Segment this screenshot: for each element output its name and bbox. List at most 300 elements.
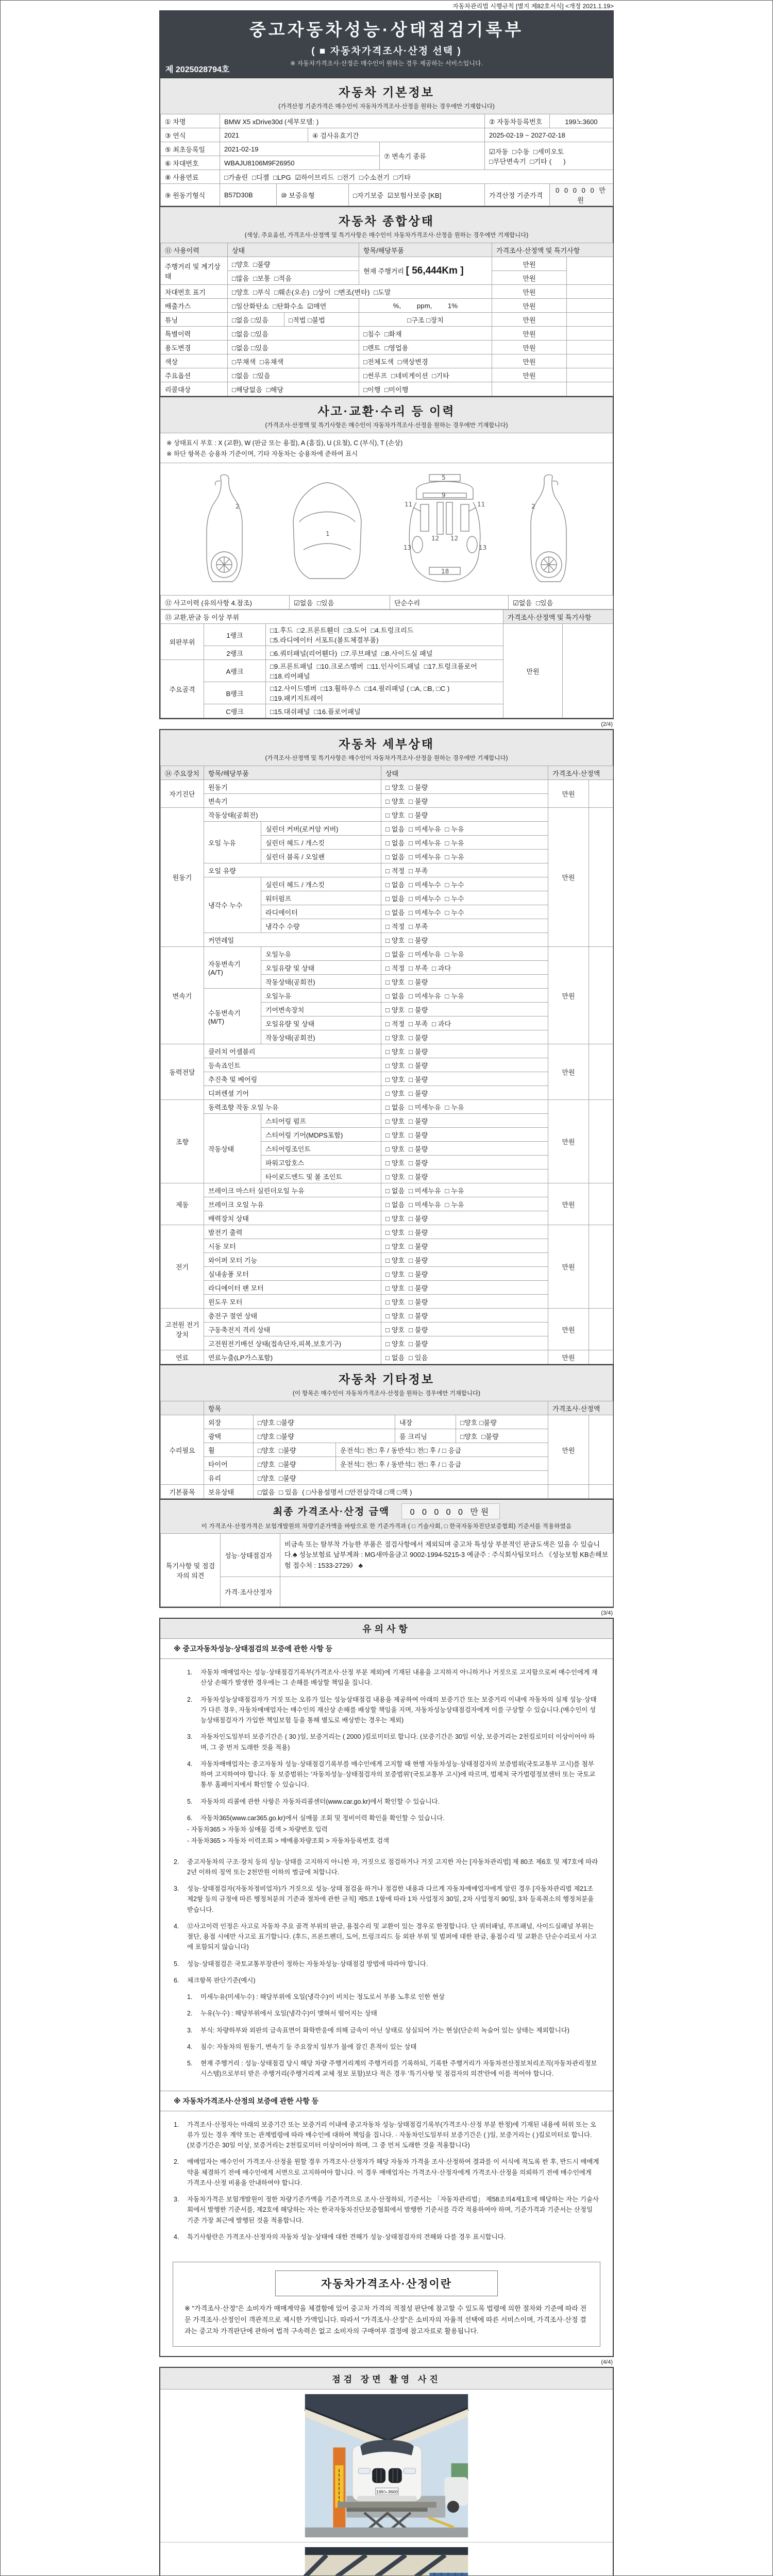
item-number: 2. — [174, 1858, 179, 1866]
empty-cell — [589, 947, 613, 1044]
status: □ 양호 □ 불량 — [381, 794, 548, 808]
empty-cell — [563, 624, 613, 718]
rankC-label: C랭크 — [204, 704, 266, 718]
empty-cell — [567, 313, 613, 327]
basic-info-header — [160, 78, 613, 114]
regno-value: 199노3600 — [550, 114, 613, 128]
empty-cell — [589, 1044, 613, 1100]
empty-cell — [548, 1485, 589, 1499]
item: 시동 모터 — [204, 1239, 381, 1253]
item-text: 누유(누수) : 해당부위에서 오일(냉각수)이 맺혀서 떨어지는 상태 — [200, 2010, 377, 2018]
inspection-period-value: 2025-02-19 ~ 2027-02-18 — [485, 128, 613, 142]
rankA-items — [266, 660, 503, 682]
basic-info-section — [159, 77, 614, 207]
item-text: 자동차365(www.car365.go.kr)에서 실매물 조회 및 정비이력 확인을 확인할 수 있습니다. — [200, 1814, 445, 1822]
group-label: 자기진단 — [161, 780, 204, 808]
accident-history-row — [160, 595, 613, 609]
status: □ 양호 □ 불량 — [381, 1295, 548, 1309]
inspection-photo-rear — [301, 2547, 472, 2576]
seat-detail: 운전석□ 전□ 후 / 동반석□ 전□ 후 / □ 응급 — [336, 1457, 548, 1471]
item-number: 5. — [187, 2060, 193, 2067]
rank1-items-line1: □1.후드 □2.프론트휀더 □3.도어 □4.트렁크리드 — [270, 626, 414, 634]
price-survey-option: ( ■ 자동차가격조사·산정 선택 ) — [311, 46, 462, 57]
item: 오일누유 — [261, 989, 381, 1003]
section-subtitle: (이 항목은 매수인이 자동차가격조사·산정을 원하는 경우에만 기재합니다) — [293, 1391, 480, 1397]
section-subtitle: (가격조사·산정액 및 특기사항은 매수인이 자동차가격조사·산정을 원하는 경우에만 기재합니다) — [265, 755, 508, 761]
item-text: 자동차성능상태점검자가 거짓 또는 오류가 있는 성능상태점검 내용을 제공하여 아래의 보증기간 또는 보증거리 이내에 자동차의 실제 성능·상태가 다른 경우, 자동차매매업자는 매수인의 재산상 손해를 배상할 책임을 지며, 자동차성능상태점검자에게 이를 구상할 수 있습니다.(매수인이 성능상태점검자가 가입한 책임보험 등을 통해 별도로 배상받는 경우는 제외) — [200, 1696, 597, 1724]
state-code-note-1: ※ 상태표시 부호 : X (교환), W (판금 또는 용접), A (흠집), U (요철), C (부식), T (손상) — [166, 439, 403, 447]
item-text: 중고자동차의 구조·장치 등의 성능·상태를 고지하지 아니한 자, 거짓으로 점검하거나 거짓 고지한 자는 [자동차관리법] 제 80조 제6호 및 제7호에 따라 2년 이하의 징역 또는 2천만원 이하의 벌금에 처합니다. — [187, 1858, 598, 1876]
rank2-label: 2랭크 — [204, 646, 266, 660]
status: □ 양호 □ 불량 — [381, 1128, 548, 1142]
item-text: 자동차인도일부터 보증기간은 ( 30 )일, 보증거리는 ( 2000 )킬로미터로 합니다. (보증기간은 30일 이상, 보증거리는 2천킬로미터 이상이어야 하며, 그 중 먼저 도래한 것을 적용) — [200, 1733, 595, 1751]
col-usage-history: ⑪ 사용이력 — [161, 243, 228, 257]
status: □ 양호 □ 불량 — [381, 1281, 548, 1295]
item-text: 자동차매매업자는 중고자동차 성능·상태점검기록부를 매수인에게 고지할 때 현행 자동차성능·상태점검자의 보증범위(국토교통부 고시)를 첨부하여 고지하여야 합니다. 동 보증범위는 '자동차성능·상태점검자의 보증범위'(국토교통부 고시)에 따르며, 법제처 국가법령정보센터 또는 국토교통부 홈페이지에서 확인할 수 있습니다. — [200, 1760, 596, 1789]
sub-label: 수동변속기 (M/T) — [204, 989, 261, 1044]
panel-number: 2 — [531, 502, 535, 510]
section-title: 자동차 기본정보 — [339, 86, 434, 99]
document-title: 중고자동차성능·상태점검기록부 — [249, 20, 524, 39]
status: □양호 □불량 — [254, 1429, 395, 1443]
warranty-label: ⑩ 보증유형 — [277, 184, 349, 206]
item-number: 1. — [187, 1993, 193, 2001]
notice-title: 유의사항 — [362, 1624, 411, 1634]
rankB-label: B랭크 — [204, 682, 266, 704]
section-subtitle: (가격조사·산정액 및 특기사항은 매수인이 자동차가격조사·산정을 원하는 경우에만 기재합니다) — [265, 422, 508, 429]
empty-cell — [567, 382, 613, 396]
item-text: 부식: 차량하부와 외판의 금속표면이 화학반응에 의해 금속이 아닌 상태로 상실되어 가는 현상(단순히 녹슬어 있는 상태는 제외합니다) — [200, 2026, 569, 2034]
item-number: 5. — [187, 1798, 193, 1805]
item: 실린더 헤드 / 개스킷 — [261, 836, 381, 850]
price-unit: 만원 — [492, 257, 567, 271]
notice-sec3-title: ※ 자동차가격조사·산정의 보증에 관한 사항 등 — [160, 2091, 613, 2111]
car-name-label: ① 차명 — [161, 114, 220, 128]
empty-cell — [567, 354, 613, 368]
group-label: 제동 — [161, 1183, 204, 1225]
item-number: 4. — [187, 1760, 193, 1768]
item: 실린더 헤드 / 개스킷 — [261, 877, 381, 891]
usage-change-label: 용도변경 — [161, 341, 228, 354]
hold-status-label: 보유상태 — [204, 1485, 254, 1499]
year-value: 2021 — [220, 128, 308, 142]
rankA-label: A랭크 — [204, 660, 266, 682]
item-text: 성능·상태점검은 국토교통부장관이 정하는 자동차성능·상태점검 방법에 따라야 합니다. — [187, 1960, 428, 1968]
item: 오일유량 및 상태 — [261, 1016, 381, 1030]
section-title: 자동차 종합상태 — [339, 214, 434, 228]
empty-cell — [589, 1485, 613, 1499]
group-label: 조향 — [161, 1100, 204, 1183]
color-label: 색상 — [161, 354, 228, 368]
car-front-diagram — [284, 471, 371, 587]
accident-history-section — [159, 397, 614, 719]
status: □ 양호 □ 불량 — [381, 933, 548, 947]
inspector-label: 성능·상태점검자 — [221, 1534, 280, 1577]
item-number: 2. — [187, 2010, 193, 2018]
status: □양호 □불량 — [254, 1471, 548, 1485]
basic-info-table — [160, 114, 613, 206]
price-unit: 만원 — [492, 285, 567, 299]
item: 워터펌프 — [261, 891, 381, 905]
transmission-options-1: ☑자동 □수동 □세미오토 — [489, 147, 564, 156]
color-status: □무채색 □유채색 — [228, 354, 359, 368]
vin-value: WBAJU8106M9F26950 — [220, 156, 380, 170]
year-label: ③ 연식 — [161, 128, 220, 142]
item: 디퍼렌셜 기어 — [204, 1086, 381, 1100]
engine-type-value: B57D30B — [220, 184, 277, 206]
status: □ 양호 □ 불량 — [381, 1072, 548, 1086]
engine-type-label: ⑨ 원동기형식 — [161, 184, 220, 206]
item-number: 3. — [187, 1733, 193, 1741]
status: □양호 □불량 — [254, 1415, 395, 1429]
simple-repair-value: ☑없음 □있음 — [509, 596, 613, 609]
status: □ 적정 □ 부족 — [381, 919, 548, 933]
item: 브레이크 마스터 실린더오일 누유 — [204, 1183, 381, 1197]
etc-info-section — [159, 1365, 614, 1608]
col-price: 가격조사·산정액 — [548, 1401, 613, 1415]
price-unit: 만원 — [492, 327, 567, 341]
empty-cell — [567, 299, 613, 313]
state-code-note-2: ※ 하단 항목은 승용차 기준이며, 기타 자동차는 승용차에 준하여 표시 — [166, 450, 358, 457]
final-price-note: 이 가격조사·산정가격은 보험개발원의 차량기준가액을 바탕으로 한 기준가격과 ( □ 기술사회, □ 한국자동차진단보증협회) 기준서를 적용하였음 — [201, 1523, 572, 1530]
item: 휠 — [204, 1443, 254, 1457]
price-survey-box-text: ※ "가격조사·산정"은 소비자가 매매계약을 체결함에 있어 중고차 가격의 적절성 판단에 참고할 수 있도록 법령에 의한 절차와 기준에 따라 전문 가격조사·산정인이 객관적으로 제시한 가액입니다. 따라서 "가격조사·산정"은 소비자의 자율적 선택에 따른 서비스이며, 가격조사·산정 결과는 중고차 가격판단에 관하여 법적 구속력은 없고 소비자의 구매여부 결정에 참고자료로 활용됩니다. — [184, 2304, 587, 2335]
first-reg-value: 2021-02-19 — [220, 142, 380, 156]
usage-change-status: □없음 □있음 — [228, 341, 359, 354]
special-history-item: □침수 □화재 — [359, 327, 492, 341]
item: 배력장치 상태 — [204, 1211, 381, 1225]
col-item: 항목/해당부품 — [204, 766, 381, 780]
parts-header-label: ⑬ 교환,판금 등 이상 부위 — [161, 610, 503, 624]
opinion-table — [160, 1533, 613, 1607]
page-marker: (3/4) — [601, 1610, 613, 1616]
item-text: 현재 주행거리 : 성능·상태점검 당시 해당 차량 주행거리계의 주행거리를 기록하되, 기록한 주행거리가 자동차전산정보처리조직(자동차관리정보시스템)으로부터 받은 주행거리(주행거리계 교체 정보 포함)보다 적은 경우 '특기사항 및 점검자의 의견'란에 이를 적어야 합니다. — [200, 2060, 597, 2078]
section-subtitle: (가격산정 기준가격은 매수인이 자동차가격조사·산정을 원하는 경우에만 기재합니다) — [278, 104, 495, 110]
rankB-items — [266, 682, 503, 704]
notice-sec1-body — [160, 1659, 613, 2091]
page-marker: (4/4) — [601, 2359, 613, 2366]
price-unit: 만원 — [548, 1309, 589, 1350]
empty-cell — [589, 1309, 613, 1350]
price-unit: 만원 — [548, 1183, 589, 1225]
status: □양호 □불량 — [456, 1429, 548, 1443]
item: 냉각수 수량 — [261, 919, 381, 933]
item: 작동상태(공회전) — [204, 808, 381, 822]
item-text: 체크항목 판단기준(예시) — [187, 1976, 256, 1984]
rankB-items-line1: □12.사이드멤버 □13.휠하우스 □14.필러패널 ( □A, □B, □C ) — [270, 685, 450, 692]
status: □ 없음 □ 있음 — [381, 1350, 548, 1364]
sub-label: 작동상태 — [204, 1114, 261, 1183]
vin-mark-label: 차대번호 표기 — [161, 285, 228, 299]
item: 내장 — [395, 1415, 456, 1429]
empty-cell — [567, 327, 613, 341]
panel-number: 13 — [479, 544, 487, 551]
rankA-items-line2: □18.리어패널 — [270, 672, 310, 680]
panel-number: 1 — [326, 530, 330, 537]
price-unit: 만원 — [548, 1415, 589, 1485]
state-code-notes — [160, 433, 613, 463]
price-unit: 만원 — [492, 299, 567, 313]
exterior-panel-label: 외판부위 — [161, 624, 204, 660]
item: 고전원전기배선 상태(접속단자,피복,보호기구) — [204, 1336, 381, 1350]
repair-need-label: 수리필요 — [161, 1415, 204, 1485]
item: 실린더 커버(로커암 커버) — [261, 822, 381, 836]
item: 와이퍼 모터 기능 — [204, 1253, 381, 1267]
etc-info-table — [160, 1401, 613, 1499]
status: □ 양호 □ 불량 — [381, 1336, 548, 1350]
col-item: 항목 — [204, 1401, 548, 1415]
warranty-options: □자기보증 ☑보험사보증 [KB] — [349, 184, 485, 206]
item: 스티어링 기어(MDPS포함) — [261, 1128, 381, 1142]
car-name-value: BMW X5 xDrive30d (세부모델: ) — [220, 114, 485, 128]
overall-condition-section — [159, 207, 614, 397]
usage-change-item: □렌트 □영업용 — [359, 341, 492, 354]
transmission-value — [485, 142, 613, 170]
regno-label: ② 자동차등록번호 — [485, 114, 550, 128]
item-number: 1. — [174, 2121, 179, 2128]
item-text: 성능·상태점검자(자동차정비업자)가 거짓으로 성능·상태 점검을 하거나 점검한 내용과 다르게 자동차매매업자에게 알린 경우 [자동차관리법 제21조 제2항 등의 규정에 따른 행정처분의 기준과 절차에 관한 규칙] 제5조 1항에 따라 1차 사업정지 30일, 2차 사업정지 90일, 3차 등록취소의 행정처분을 받습니다. — [187, 1885, 594, 1913]
empty-cell — [589, 1350, 613, 1364]
status: □ 양호 □ 불량 — [381, 1267, 548, 1281]
col-price: 가격조사·산정액 — [548, 766, 613, 780]
parts-price-unit: 만원 — [503, 624, 563, 718]
col-device: ⑭ 주요장치 — [161, 766, 204, 780]
item-text: 자동차의 리콜에 관한 사항은 자동차리콜센터(www.car.go.kr)에서 확인할 수 있습니다. — [200, 1798, 440, 1805]
current-mileage: [ 56,444Km ] — [406, 265, 464, 276]
empty-cell — [589, 780, 613, 808]
item: 원동기 — [204, 780, 381, 794]
tuning-status-2: □적법 □불법 — [284, 313, 359, 327]
form-reference-note: 자동차관리법 시행규칙 [별지 제82호서식] <개정 2021.1.19> — [452, 3, 614, 10]
tuning-item: □구조 □장치 — [359, 313, 492, 327]
status: □ 없음 □ 미세누유 □ 누유 — [381, 1100, 548, 1114]
item: 브레이크 오일 누유 — [204, 1197, 381, 1211]
item-text: 침수: 자동차의 원동기, 변속기 등 주요장치 일부가 물에 잠긴 흔적이 있는 상태 — [200, 2043, 417, 2050]
status: □ 양호 □ 불량 — [381, 808, 548, 822]
mileage-item — [359, 257, 492, 285]
inspection-photo-front — [301, 2394, 472, 2537]
rank2-items: □6.쿼터패널(리어휀다) □7.루브패널 □8.사이드실 패널 — [266, 646, 503, 660]
item-text: 자동차가격은 보험개발원이 정한 차량기준가액을 기준가격으로 조사·산정하되, 기준서는 「자동차관리법」 제58조의4제1호에 해당하는 자는 기술사회에서 발행한 기준서를, 제2호에 해당하는 자는 한국자동차진단보증협회에서 발행한 기준서를 각각 적용하여야 하며, 기준가격과 기준서는 산정일 기준 가장 최근에 발행된 것을 적용합니다. — [187, 2196, 599, 2224]
item-number: 6. — [187, 1814, 193, 1822]
main-frame-label: 주요골격 — [161, 660, 204, 718]
status: □ 적정 □ 부족 — [381, 863, 548, 877]
vin-mark-status: □양호 □부식 □훼손(오손) □상이 □변조(변타) □도말 — [228, 285, 492, 299]
item-text: 자동차 매매업자는 성능·상태점검기록부(가격조사·산정 부분 제외)에 기재된 내용을 고지하지 아니하거나 거짓으로 고지함으로써 매수인에게 재산상 손해가 발생한 경우에는 그 손해를 배상할 책임을 집니다. — [200, 1669, 598, 1687]
panel-number: 13 — [404, 544, 412, 551]
status: □ 양호 □ 불량 — [381, 1156, 548, 1170]
section-subtitle: (색상, 주요옵션, 가격조사·산정액 및 특기사항은 매수인이 자동차가격조사·산정을 원하는 경우에만 기재합니다) — [244, 232, 529, 239]
empty-cell — [567, 257, 613, 285]
simple-repair-label: 단순수리 — [390, 596, 509, 609]
group-label: 전기 — [161, 1225, 204, 1309]
document-number: 제 2025028794호 — [165, 65, 230, 74]
item: 라디에이터 팬 모터 — [204, 1281, 381, 1295]
status: □ 양호 □ 불량 — [381, 1030, 548, 1044]
special-history-status: □없음 □있음 — [228, 327, 359, 341]
panel-number: 11 — [477, 500, 485, 508]
status: □ 양호 □ 불량 — [381, 780, 548, 794]
empty-cell — [567, 285, 613, 299]
rankA-items-line1: □9.프론트패널 □10.크로스멤버 □11.인사이드패널 □17.트렁크플로어 — [270, 663, 478, 670]
group-label: 원동기 — [161, 808, 204, 947]
car-side-right-diagram — [519, 471, 580, 587]
empty-cell — [589, 808, 613, 947]
empty-cell — [589, 1183, 613, 1225]
empty-cell — [567, 368, 613, 382]
item: 동력조향 작동 오일 누유 — [204, 1100, 381, 1114]
item-text: 미세누유(미세누수) : 해당부위에 오일(냉각수)이 비치는 정도로서 부품 노후로 인한 현상 — [200, 1993, 445, 2001]
col-status: 상태 — [228, 243, 359, 257]
item: 등속죠인트 — [204, 1058, 381, 1072]
empty-cell — [589, 1415, 613, 1485]
final-price-band — [160, 1499, 613, 1533]
item: 유리 — [204, 1471, 254, 1485]
options-label: 주요옵션 — [161, 368, 228, 382]
inspection-period-label: ④ 검사유효기간 — [308, 128, 485, 142]
notice-sec3-body — [160, 2111, 613, 2254]
group-label: 고전원 전기장치 — [161, 1309, 204, 1350]
item: 실린더 블록 / 오일팬 — [261, 850, 381, 863]
sub-label: 자동변속기 (A/T) — [204, 947, 261, 989]
price-unit: 만원 — [548, 1100, 589, 1183]
status: □ 없음 □ 미세누유 □ 누유 — [381, 836, 548, 850]
fuel-options: □가솔린 □디젤 □LPG ☑하이브리드 □전기 □수소전기 □기타 — [220, 170, 613, 184]
accident-history-label: ⑫ 사고이력 (유의사항 4.참조) — [161, 596, 290, 609]
rank1-items-line2: □5.라디에이터 서포트(볼트체결부품) — [270, 636, 379, 644]
col-price: 가격조사·산정액 및 특기사항 — [492, 243, 613, 257]
fuel-label: ⑧ 사용연료 — [161, 170, 220, 184]
color-item: □전체도색 □색상변경 — [359, 354, 492, 368]
vin-label: ⑥ 차대번호 — [161, 156, 220, 170]
parts-price-header: 가격조사·산정액 및 특기사항 — [503, 610, 613, 624]
page-marker: (2/4) — [601, 721, 613, 727]
emission-label: 배출가스 — [161, 299, 228, 313]
item-number: 4. — [187, 2043, 193, 2050]
price-survey-box-title: 자동차가격조사·산정이란 — [275, 2270, 498, 2296]
status: □ 양호 □ 불량 — [381, 1044, 548, 1058]
item: 오일유량 및 상태 — [261, 961, 381, 975]
appraiser-opinion-text — [280, 1577, 613, 1607]
emission-status: □일산화탄소 □탄화수소 ☑매연 — [228, 299, 359, 313]
status: □ 양호 □ 불량 — [381, 1003, 548, 1016]
group-label: 연료 — [161, 1350, 204, 1364]
status: □ 없음 □ 미세누유 □ 누유 — [381, 1183, 548, 1197]
item-number: 4. — [174, 2233, 179, 2241]
transmission-label: ⑦ 변속기 종류 — [380, 142, 485, 170]
panel-number: 11 — [405, 500, 413, 508]
group-label: 변속기 — [161, 947, 204, 1044]
rank1-label: 1랭크 — [204, 624, 266, 646]
basic-items-label: 기본품목 — [161, 1485, 204, 1499]
license-plate-front: 199노3600 — [376, 2489, 398, 2495]
opinion-group-label: 특기사항 및 점검자의 의견 — [161, 1534, 221, 1607]
item-text: 가격조사·산정자는 아래의 보증기간 또는 보증거리 이내에 중고자동차 성능·상태점검기록부(가격조사·산정 부분 한정)에 기재된 내용에 허위 또는 오류가 있는 경우 계약 또는 관계법령에 따라 매수인에 대하여 책임을 집니다. · 자동차인도일부터 보증기간은 ( )일, 보증거리는 ( )킬로미터로 합니다. (보증기간은 30일 이상, 보증거리는 2천킬로미터 이상이어야 하며, 그 중 먼저 도래한 것을 적용합니다) — [187, 2121, 596, 2149]
empty-cell — [589, 1225, 613, 1309]
empty-cell — [492, 382, 567, 396]
price-survey-info-box — [173, 2262, 600, 2347]
exchange-parts-table — [160, 609, 613, 718]
status: □ 양호 □ 불량 — [381, 1114, 548, 1128]
price-unit: 만원 — [548, 1044, 589, 1100]
panel-number: 12 — [450, 534, 459, 542]
status: □ 없음 □ 미세누수 □ 누수 — [381, 905, 548, 919]
item: 라디에이터 — [261, 905, 381, 919]
empty-cell — [589, 1100, 613, 1183]
item: 타이로드엔드 및 볼 조인트 — [261, 1170, 381, 1183]
mileage-label: 주행거리 및 계기상태 — [161, 257, 228, 285]
item: 변속기 — [204, 794, 381, 808]
item: 오일누유 — [261, 947, 381, 961]
status: □ 양호 □ 불량 — [381, 1211, 548, 1225]
sub-label: 오일 누유 — [204, 822, 261, 863]
item-number: 2. — [187, 1696, 193, 1703]
item-text: 매매업자는 매수인이 가격조사·산정을 원할 경우 가격조사·산정자가 해당 자동차 가격을 조사·산정하여 결과를 이 서식에 적도록 한 후, 반드시 매매계약을 체결하기 전에 매수인에게 서면으로 고지하여야 합니다. 이 경우 매매업자는 가격조사·산정자에게 가격조사·산정을 의뢰하기 전에 매수인에게 가격조사·산정 비용을 안내하여야 합니다. — [187, 2158, 599, 2187]
notice-bullet: - 자동차365 > 자동차 이력조회 > 매매용차량조회 > 자동차등록번호 검색 — [187, 1837, 390, 1845]
item-number: 5. — [174, 1960, 179, 1968]
section-title: 자동차 기타정보 — [339, 1372, 434, 1386]
item: 실내송풍 모터 — [204, 1267, 381, 1281]
item: 룸 크리닝 — [395, 1429, 456, 1443]
tuning-status-1: □없음 □있음 — [228, 313, 284, 327]
status: □ 양호 □ 불량 — [381, 1142, 548, 1156]
status: □ 양호 □ 불량 — [381, 975, 548, 989]
status: □양호 □불량 — [254, 1443, 336, 1457]
status: □ 양호 □ 불량 — [381, 1058, 548, 1072]
status: □ 양호 □ 불량 — [381, 1323, 548, 1336]
inspector-opinion-text: 비금속 또는 탈부착 가능한 부품은 점검사항에서 제외되며 중고차 특성상 부분적인 판금도색은 있을 수 있습니다.♣ 성능보험료 납부계좌 : MG새마을금고 9002-1994-5215-3 예금주 : 주식회사팀모터스 《성능보험 KB손해보험 접수처 : 1533-2729》 ♣ — [280, 1534, 613, 1577]
item: 타이어 — [204, 1457, 254, 1471]
status: □ 양호 □ 불량 — [381, 1253, 548, 1267]
status: □ 없음 □ 미세누유 □ 누유 — [381, 1197, 548, 1211]
final-price-value: 0 0 0 0 0 만원 — [401, 1503, 500, 1519]
car-damage-diagrams — [160, 463, 613, 595]
inspection-photo-rear-wrap — [160, 2543, 613, 2576]
item: 발전기 출력 — [204, 1225, 381, 1239]
item: 작동상태(공회전) — [261, 1030, 381, 1044]
item: 커먼레일 — [204, 933, 381, 947]
item: 구동축전지 격리 상태 — [204, 1323, 381, 1336]
price-unit: 만원 — [492, 341, 567, 354]
empty-cell — [567, 341, 613, 354]
section-title: 사고·교환·수리 등 이력 — [317, 404, 456, 418]
status: □ 양호 □ 불량 — [381, 1170, 548, 1183]
mileage-status-1: □양호 □불량 — [228, 257, 359, 271]
item-text: 특기사항란은 가격조사·산정자의 자동차 성능·상태에 대한 견해가 성능·상태점검자의 견해와 다를 경우 표시합니다. — [187, 2233, 506, 2241]
item-number: 2. — [174, 2158, 179, 2166]
item-text: ⑫사고이력 인정은 사고로 자동차 주요 골격 부위의 판금, 용접수리 및 교환이 있는 경우로 한정합니다. 단 쿼터패널, 루프패널, 사이드실패널 부위는 절단, 용접 시에만 사고로 표기합니다. (후드, 프론트펜더, 도어, 트렁크리드 등 외판 부위 및 범퍼에 대한 판금, 용접수리 및 교환은 단순수리로서 사고에 포함되지 않습니다) — [187, 1922, 597, 1951]
price-unit: 만원 — [548, 808, 589, 947]
recall-item: □이행 □미이행 — [359, 382, 492, 396]
recall-label: 리콜대상 — [161, 382, 228, 396]
price-unit: 만원 — [492, 354, 567, 368]
final-price-label: 최종 가격조사·산정 금액 — [273, 1506, 390, 1517]
item-number: 3. — [174, 1885, 179, 1892]
panel-number: 9 — [442, 491, 446, 499]
base-price-label: 가격산정 기준가격 — [485, 184, 550, 206]
item-number: 1. — [187, 1669, 193, 1676]
status: □ 적정 □ 부족 □ 과다 — [381, 961, 548, 975]
group-label: 동력전달 — [161, 1044, 204, 1100]
price-unit: 만원 — [548, 780, 589, 808]
price-unit: 만원 — [492, 271, 567, 285]
item: 충전구 절연 상태 — [204, 1309, 381, 1323]
status: □ 양호 □ 불량 — [381, 1239, 548, 1253]
rankC-items: □15.대쉬패널 □16.플로어패널 — [266, 704, 503, 718]
overall-condition-table — [160, 243, 613, 396]
item-number: 6. — [174, 1976, 179, 1984]
masthead — [159, 10, 614, 77]
